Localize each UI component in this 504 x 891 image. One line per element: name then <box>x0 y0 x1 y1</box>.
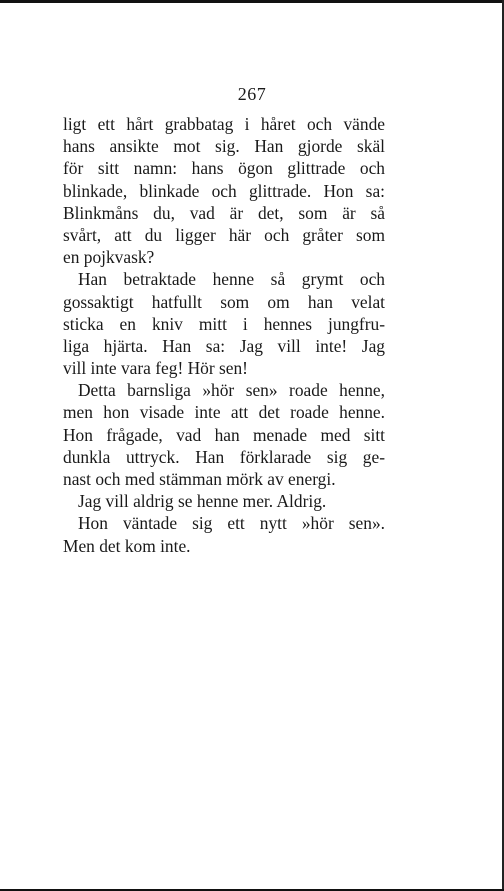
text-line: sticka en kniv mitt i hennes jungfru- <box>63 313 385 334</box>
text-line: nast och med stämman mörk av energi. <box>63 469 336 489</box>
text-line: svårt, att du ligger här och gråter som <box>63 224 385 245</box>
text-line: för sitt namn: hans ögon glittrade och <box>63 158 385 179</box>
text-line: Hon frågade, vad han menade med sitt <box>63 424 385 445</box>
text-line: Detta barnsliga »hör sen» roade henne, <box>78 380 385 401</box>
text-line: vill inte vara feg! Hör sen! <box>63 358 248 379</box>
body-text <box>63 113 385 557</box>
text-line: Han betraktade henne så grymt och <box>78 269 385 290</box>
text-line: Hon väntade sig ett nytt »hör sen». <box>78 513 385 534</box>
text-line: liga hjärta. Han sa: Jag vill inte! Jag <box>63 335 385 356</box>
text-line: dunkla uttryck. Han förklarade sig ge- <box>63 446 385 467</box>
text-line: Jag vill aldrig se henne mer. Aldrig. <box>78 491 327 512</box>
page-top-border <box>0 0 504 3</box>
text-line: blinkade, blinkade och glittrade. Hon sa: <box>63 180 385 201</box>
text-line: gossaktigt hatfullt som om han velat <box>63 291 385 312</box>
text-line: ligt ett hårt grabbatag i håret och vände <box>63 114 385 134</box>
text-line: Men det kom inte. <box>63 535 191 556</box>
text-line: hans ansikte mot sig. Han gjorde skäl <box>63 136 385 157</box>
text-line: men hon visade inte att det roade henne. <box>63 402 385 423</box>
page-number: 267 <box>237 84 267 104</box>
text-line: en pojkvask? <box>63 247 155 268</box>
text-line: Blinkmåns du, vad är det, som är så <box>63 202 385 223</box>
